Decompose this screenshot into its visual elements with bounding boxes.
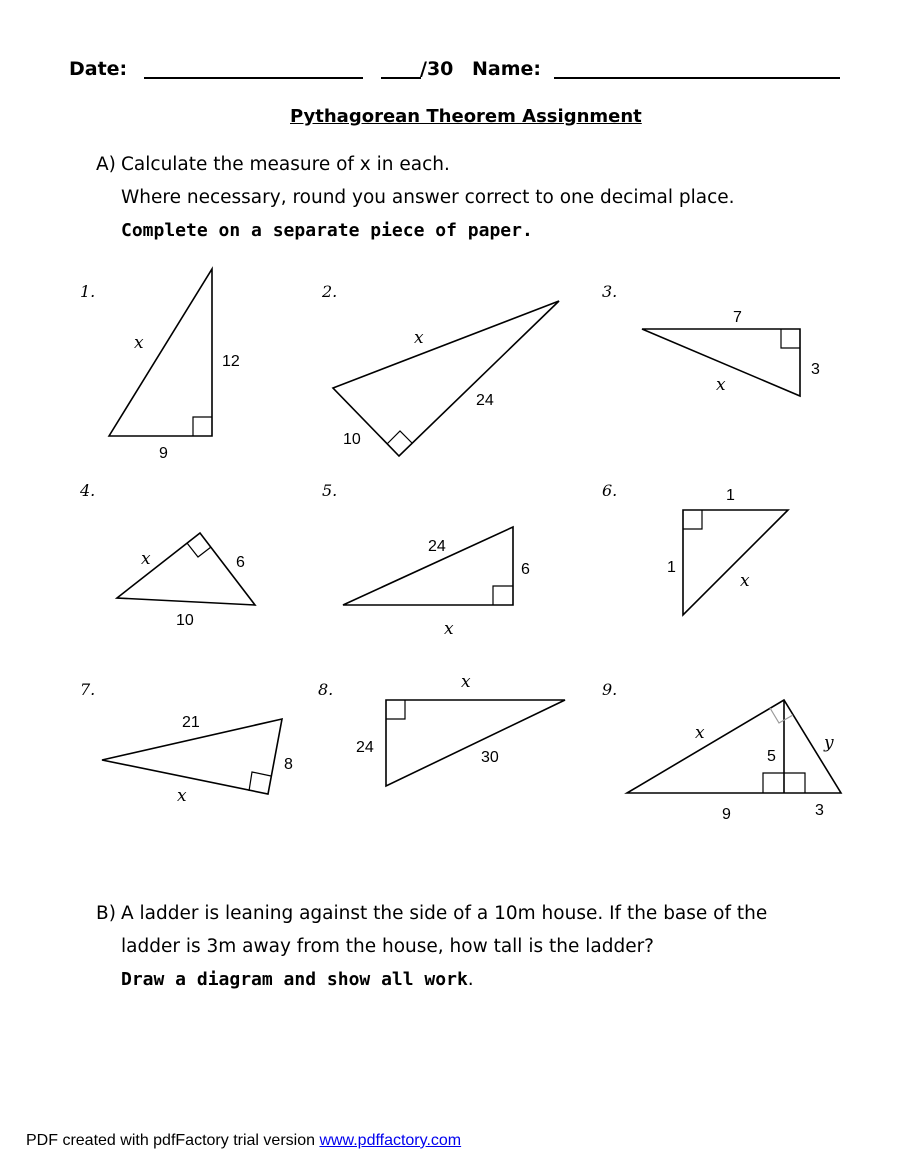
problem-6-number: 6. — [602, 481, 618, 500]
problem-2-right-angle — [387, 431, 412, 444]
part-b-line2: ladder is 3m away from the house, how tall is the ladder? — [121, 936, 654, 957]
problem-1-triangle — [109, 269, 212, 436]
problem-9-label-y: y — [824, 733, 834, 753]
problem-9-label-9: 9 — [722, 806, 731, 823]
problem-8-label-24: 24 — [356, 739, 374, 756]
problem-6-label-x: x — [740, 571, 750, 591]
footer-text: PDF created with pdfFactory trial version — [26, 1132, 320, 1149]
problem-8-right-angle — [386, 700, 405, 719]
problem-5-right-angle — [493, 586, 513, 605]
problem-6-label-top: 1 — [726, 487, 735, 504]
problem-7-right-angle — [249, 772, 271, 791]
problem-2-label-24: 24 — [476, 392, 494, 409]
footer — [26, 1131, 461, 1151]
problem-4-label-10: 10 — [176, 612, 194, 629]
problem-5-label-x: x — [444, 619, 454, 639]
problem-1-label-12: 12 — [222, 353, 240, 370]
problem-8-triangle — [386, 700, 565, 786]
problem-9-triangle — [627, 700, 841, 793]
part-a-line2: Where necessary, round you answer correct to one decimal place. — [121, 187, 735, 208]
problem-7-label-x: x — [177, 786, 187, 806]
problem-9-label-3: 3 — [815, 802, 824, 819]
part-a-line1: Calculate the measure of x in each. — [121, 154, 450, 175]
problem-2-label-10: 10 — [343, 431, 361, 448]
problem-9-label-x: x — [695, 723, 705, 743]
problem-8-label-30: 30 — [481, 749, 499, 766]
problem-2-number: 2. — [322, 282, 338, 301]
problem-4-number: 4. — [80, 481, 96, 500]
part-a-marker: A) — [96, 154, 116, 175]
problem-4-triangle — [117, 533, 255, 605]
date-label: Date: — [69, 58, 128, 80]
part-b-line3-bold: Draw a diagram and show all work — [121, 969, 468, 990]
name-label: Name: — [472, 58, 542, 80]
problem-9-label-5: 5 — [767, 748, 776, 765]
problem-4-label-x: x — [141, 549, 151, 569]
problem-8-diagram — [318, 672, 565, 786]
problem-6-triangle — [683, 510, 788, 615]
part-b-line1: A ladder is leaning against the side of a 10m house. If the base of the — [121, 903, 768, 924]
problem-1-diagram — [80, 269, 240, 462]
problem-5-label-24: 24 — [428, 538, 446, 555]
problem-6-diagram — [602, 481, 788, 615]
part-b-marker: B) — [96, 903, 116, 924]
problem-4-diagram — [79, 481, 255, 629]
problem-6-label-left: 1 — [667, 559, 676, 576]
problem-7-diagram — [80, 680, 293, 806]
problem-1-label-9: 9 — [159, 445, 168, 462]
problem-4-right-angle — [187, 543, 211, 557]
problem-6-right-angle — [683, 510, 702, 529]
problem-7-number: 7. — [80, 680, 96, 699]
part-b-line3-end: . — [467, 969, 474, 990]
problem-9-diagram — [602, 680, 841, 823]
problem-2-label-x: x — [414, 328, 424, 348]
problem-2-triangle — [333, 301, 559, 456]
problem-8-label-x: x — [461, 672, 471, 692]
problem-8-number: 8. — [318, 680, 334, 699]
problem-7-label-21: 21 — [182, 714, 200, 731]
problem-3-number: 3. — [602, 282, 618, 301]
problem-3-diagram — [602, 282, 820, 396]
problem-5-diagram — [322, 481, 530, 639]
problem-9-number: 9. — [602, 680, 618, 699]
problem-3-label-3: 3 — [811, 361, 820, 378]
problem-7-label-8: 8 — [284, 756, 293, 773]
problem-3-label-7: 7 — [733, 309, 742, 326]
problem-2-diagram — [321, 282, 559, 456]
page-title: Pythagorean Theorem Assignment — [290, 106, 642, 127]
problem-1-number: 1. — [80, 282, 96, 301]
part-a-line3: Complete on a separate piece of paper. — [121, 220, 533, 241]
problem-1-label-x: x — [134, 333, 144, 353]
problem-3-label-x: x — [716, 375, 726, 395]
problem-1-right-angle — [193, 417, 212, 436]
problem-3-right-angle — [781, 329, 800, 348]
problem-5-label-6: 6 — [521, 561, 530, 578]
problem-4-label-6: 6 — [236, 554, 245, 571]
problem-5-number: 5. — [322, 481, 338, 500]
score-suffix: /30 — [420, 58, 454, 80]
part-b-line3 — [121, 968, 474, 992]
footer-link[interactable]: www.pdffactory.com — [319, 1132, 462, 1149]
